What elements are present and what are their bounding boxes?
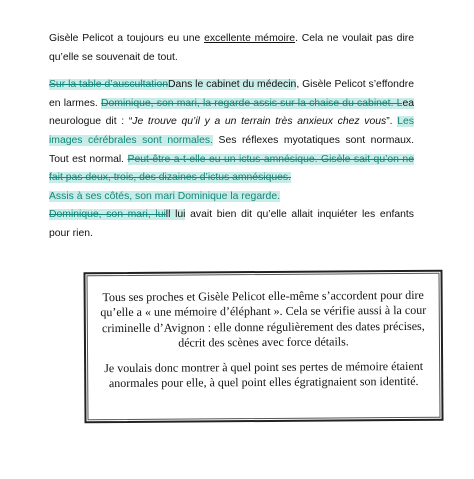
deleted-text: Sur la table d’auscultation <box>49 79 169 91</box>
annotation-paragraph-2: Je voulais donc montrer à quel point ses pertes de mémoire étaient anormales pour elle, à quel point elles égratignaient son identité. <box>104 358 424 391</box>
inserted-text: ll lui <box>165 209 186 221</box>
quoted-speech: Je trouve qu’il y a un terrain très anxieux chez vous <box>132 116 387 128</box>
manuscript-text <box>49 30 414 244</box>
inserted-text: ea <box>402 97 414 109</box>
underlined-phrase: excellente mémoire <box>204 33 296 44</box>
annotation-box <box>83 270 443 424</box>
text-run: Ses réflexes myotatiques sont normaux. Tout est normal. <box>49 134 414 165</box>
text-run: neurologue dit : “ <box>49 116 133 128</box>
inserted-text: Dans le cabinet du médecin <box>168 79 297 91</box>
text-run: Gisèle Pelicot a toujours eu une <box>49 33 205 44</box>
text-run: avait bien dit qu’elle allait inquiéter les enfants pour rien. <box>49 209 414 239</box>
deleted-text: Peut-être a-t-elle eu un ictus amnésique. Gisèle sait qu’on ne fait pas deux, trois, des dizaines d’ictus amnésiques. <box>49 153 414 184</box>
text-run: , Gisèle Pelicot s’effondre en larmes. <box>49 79 414 109</box>
paragraph-2 <box>49 76 414 243</box>
inserted-text: Assis à ses côtés, son mari Dominique la regarde. <box>49 190 281 202</box>
highlighted-text: Les images cérébrales sont normales. <box>49 116 414 146</box>
text-run: . Cela ne voulait pas dire qu’elle se souvenait de tout. <box>49 33 414 63</box>
deleted-text: Dominique, son mari, la regarde assis sur la chaise du cabinet. L <box>101 97 403 109</box>
annotation-paragraph-1: Tous ses proches et Gisèle Pelicot elle-même s’accordent pour dire qu’elle a « une mémoire d’éléphant ». Cela se vérifie aussi à la cour criminelle d’Avignon : elle donne régulièrement des dates précises, décrit des scènes avec force détails. <box>100 287 427 350</box>
text-run: ”. <box>386 116 398 128</box>
paragraph-1 <box>49 30 414 67</box>
deleted-text: Dominique, son mari, lui <box>49 209 166 221</box>
